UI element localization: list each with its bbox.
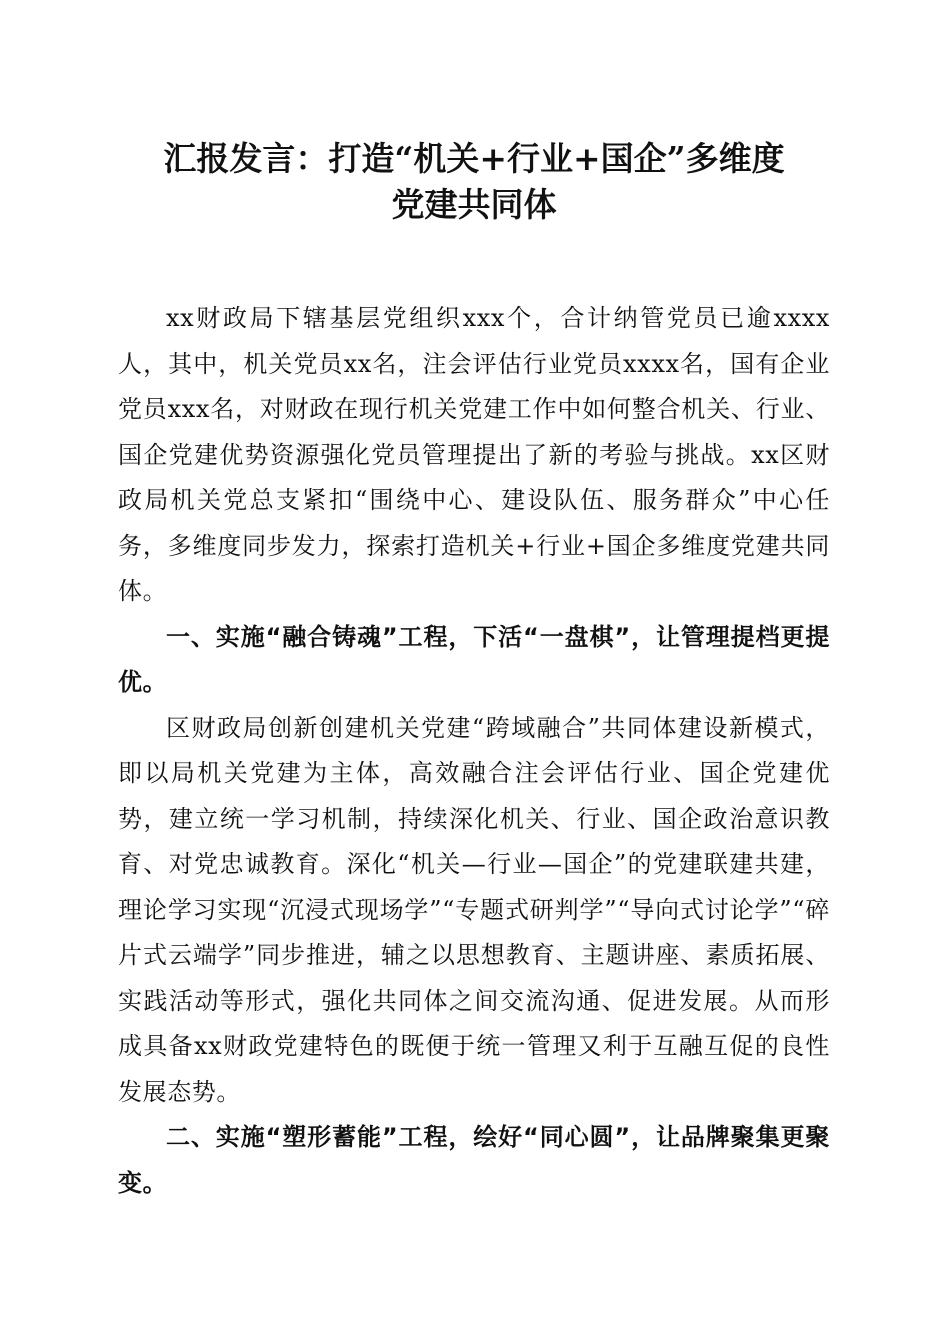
intro-paragraph: xx财政局下辖基层党组织xxx个，合计纳管党员已逾xxxx人，其中，机关党员xx名，注会评估行业党员xxxx名，国有企业党员xxx名，对财政在现行机关党建工作中如何整合机关、行业、国企党建优势资源强化党员管理提出了新的考验与挑战。xx区财政局机关党总支紧扣“围绕中心、建设队伍、服务群众”中心任务，多维度同步发力，探索打造机关+行业+国企多维度党建共同体。 [118,304,830,605]
title-line-1: 汇报发言：打造“机关+行业+国企”多维度 [163,139,785,178]
document-title [118,0,830,228]
section-1-paragraph: 区财政局创新创建机关党建“跨域融合”共同体建设新模式，即以局机关党建为主体，高效融合注会评估行业、国企党建优势，建立统一学习机制，持续深化机关、行业、国企政治意识教育、对党忠诚教育。深化“机关—行业—国企”的党建联建共建，理论学习实现“沉浸式现场学”“专题式研判学”“导向式讨论学”“碎片式云端学”同步推进，辅之以思想教育、主题讲座、素质拓展、实践活动等形式，强化共同体之间交流沟通、促进发展。从而形成具备xx财政党建特色的既便于统一管理又利于互融互促的良性发展态势。 [118,713,830,1106]
title-line-2: 党建共同体 [391,185,557,224]
section-heading-2: 二、实施“塑形蓄能”工程，绘好“同心圆”，让品牌聚集更聚变。 [118,1123,830,1197]
section-heading-1: 一、实施“融合铸魂”工程，下活“一盘棋”，让管理提档更提优。 [118,622,830,696]
document-body [118,296,830,1206]
document-page [118,0,830,1206]
